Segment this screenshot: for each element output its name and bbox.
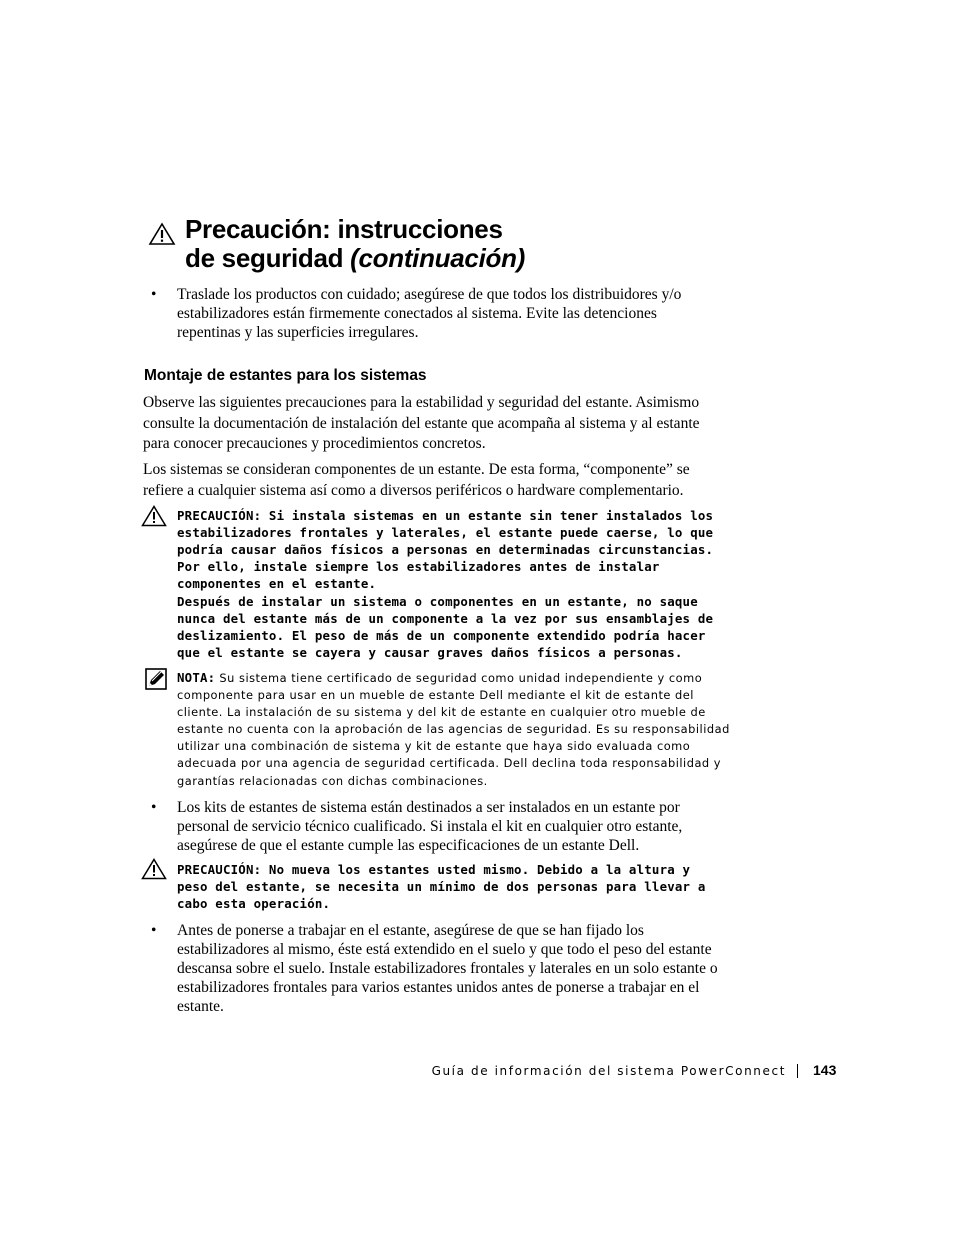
page-title: [185, 215, 525, 273]
bullet-item: Los kits de estantes de sistema están destinados a ser instalados en un estante por personal de servicio técnico cualificado. Si instala el kit en cualquier otro estante, asegúrese de que el estante cumple las especificaciones de un estante Dell.: [177, 799, 683, 854]
bullet-marker: •: [151, 799, 157, 816]
section-heading: Montaje de estantes para los sistemas: [144, 367, 427, 384]
caution-triangle-icon: [141, 858, 167, 880]
note-label: NOTA:: [177, 670, 216, 685]
bullet-item: Antes de ponerse a trabajar en el estante, asegúrese de que se han fijado los estabilizadores al mismo, éste está extendido en el suelo y que todo el peso del estante descansa sobre el suelo. Instale estabilizadores frontales y laterales en un solo estante o estabilizadores frontales para varios estantes unidos antes de ponerse a trabajar en el estante.: [177, 922, 718, 1015]
page-title-line2: de seguridad (continuación): [185, 243, 526, 273]
bullet-item: Traslade los productos con cuidado; asegúrese de que todos los distribuidores y/o estabilizadores están firmemente conectados al sistema. Evite las detenciones repentinas y las superficies irregulares.: [177, 286, 682, 341]
caution-text: PRECAUCIÓN: Si instala sistemas en un estante sin tener instalados los estabilizadores frontales y laterales, el estante puede caerse, lo que podría causar daños físicos a personas en determinadas circunstancias. Por ello, instale siempre los estabilizadores antes de instalar componentes en el estante.: [177, 508, 714, 592]
bullet-marker: •: [151, 922, 157, 939]
page-title-line1: Precaución: instrucciones: [185, 214, 503, 244]
caution-text: Después de instalar un sistema o componentes en un estante, no saque nunca del estante más de un componente a la vez por sus ensamblajes de deslizamiento. El peso de más de un componente extendido podría hacer que el estante se cayera y causar graves daños físicos a personas.: [177, 594, 714, 661]
note-pencil-icon: [145, 668, 167, 690]
paragraph: Los sistemas se consideran componentes de un estante. De esta forma, “componente” se refiere a cualquier sistema así como a diversos periféricos o hardware complementario.: [143, 461, 690, 499]
caution-text: PRECAUCIÓN: No mueva los estantes usted mismo. Debido a la altura y peso del estante, se necesita un mínimo de dos personas para llevar a cabo esta operación.: [177, 862, 706, 912]
paragraph: Observe las siguientes precauciones para la estabilidad y seguridad del estante. Asimismo consulte la documentación de instalación del estante que acompaña al sistema y al estante para conocer precauciones y procedimientos concretos.: [143, 394, 700, 452]
caution-triangle-icon: [141, 505, 167, 527]
page-number: 143: [813, 1062, 837, 1078]
bullet-marker: •: [151, 286, 157, 303]
footer-separator: [797, 1064, 798, 1078]
footer-guide-title: Guía de información del sistema PowerConnect: [431, 1064, 786, 1078]
page-title-continuation: (continuación): [350, 243, 526, 273]
note-text: NOTA: Su sistema tiene certificado de seguridad como unidad independiente y como componente para usar en un mueble de estante Dell mediante el kit de estante del cliente. La instalación de su sistema y del kit de estante en cualquier otro mueble de estante no cuenta con la aprobación de las agencias de seguridad. Es su responsabilidad utilizar una combinación de sistema y kit de estante que haya sido evaluada como adecuada por una agencia de seguridad certificada. Dell declina toda responsabilidad y garantías relacionadas con dichas combinaciones.: [177, 670, 730, 788]
caution-triangle-icon: [148, 222, 176, 246]
